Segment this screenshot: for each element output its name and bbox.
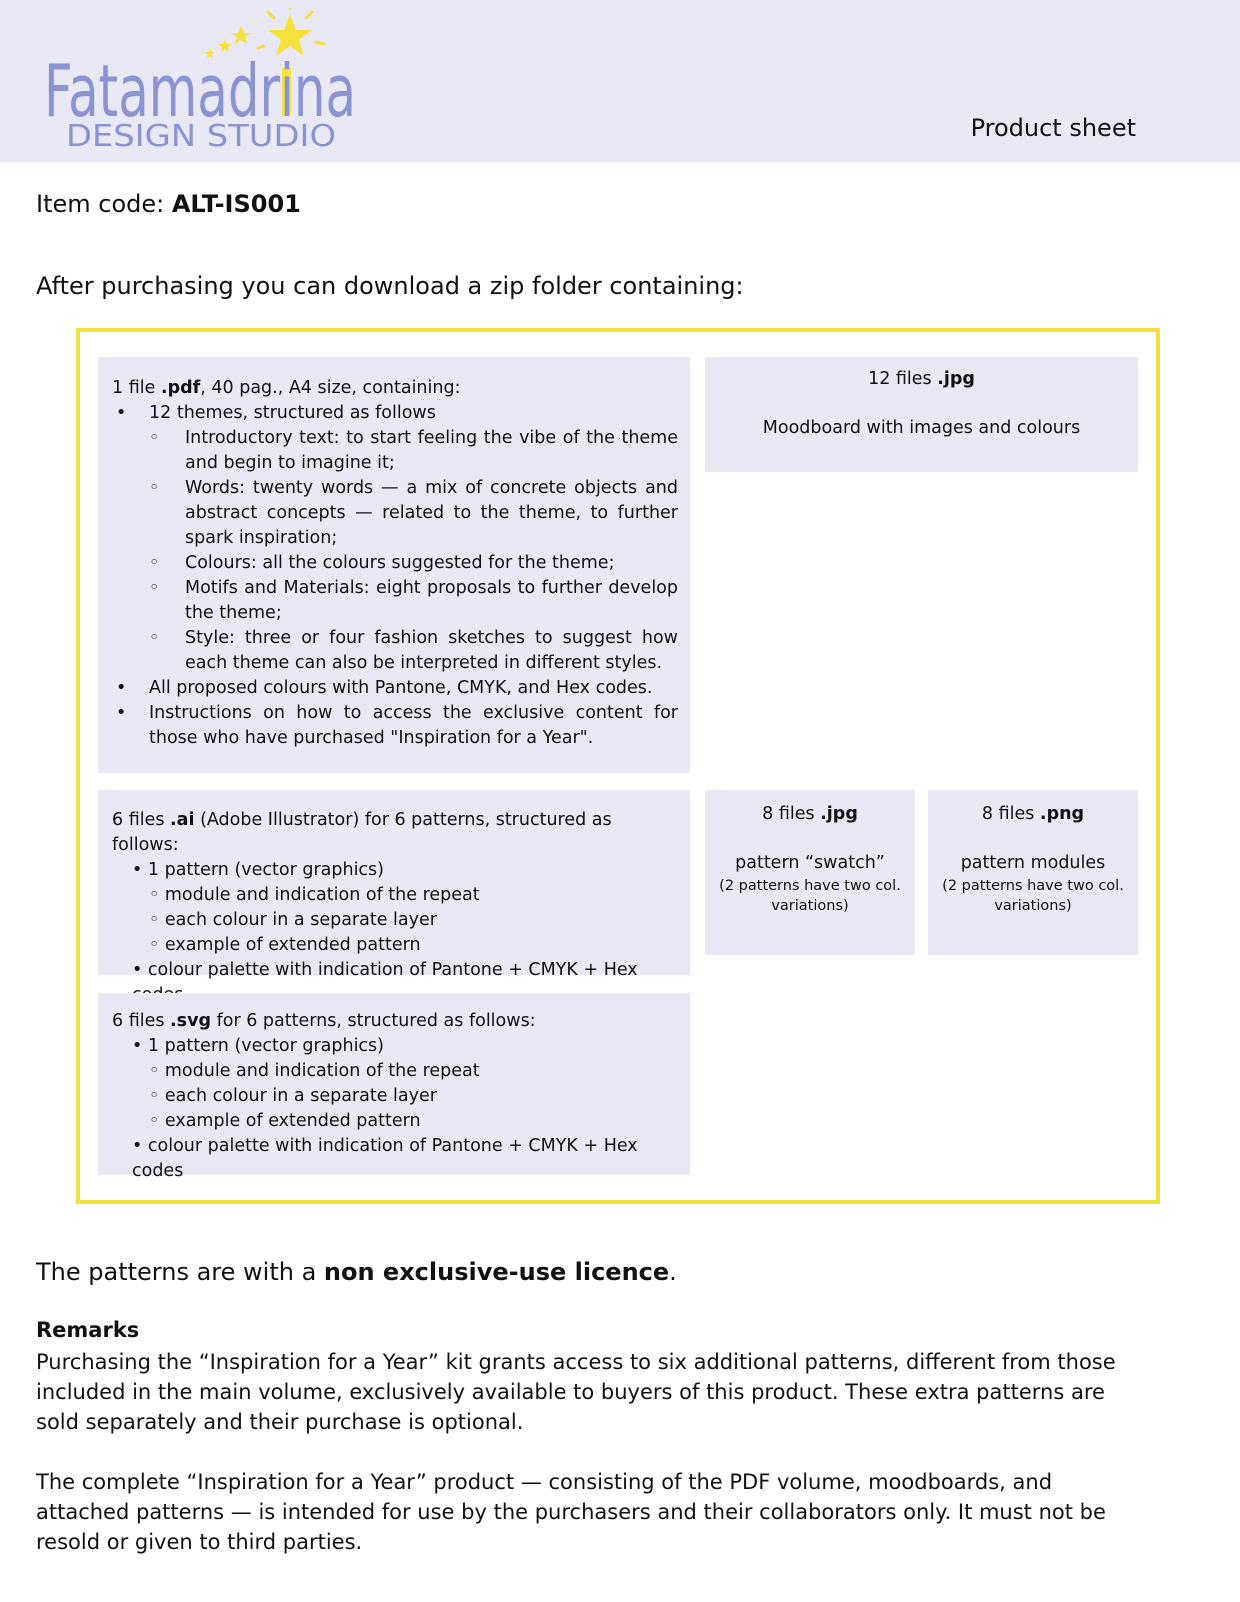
bullet-mark: • — [116, 703, 127, 723]
moodboard-ext: .jpg — [937, 369, 975, 389]
pdf-bullet-instructions — [112, 701, 678, 751]
ai-heading — [112, 808, 678, 858]
pdf-ext: .pdf — [160, 378, 201, 398]
fatamadrina-logo — [44, 8, 374, 158]
svg-post: for 6 patterns, structured as follows: — [211, 1011, 536, 1031]
svg-line-layer: ◦ each colour in a separate layer — [149, 1086, 437, 1106]
licence-post: . — [669, 1258, 677, 1286]
item-code — [36, 190, 301, 218]
bullet-mark: • — [116, 403, 127, 423]
swatch-pre: 8 files — [762, 804, 821, 824]
sub-mark: ◦ — [149, 578, 160, 598]
pdf-bullet-themes — [112, 401, 678, 426]
bullet-text: All proposed colours with Pantone, CMYK, and Hex codes. — [149, 678, 653, 698]
logo-wordmark: Fatamadrina — [44, 49, 356, 133]
svg-ext: .svg — [170, 1011, 212, 1031]
pdf-heading — [112, 376, 678, 401]
pdf-sub-style — [112, 626, 678, 676]
ai-line-example: ◦ example of extended pattern — [149, 935, 421, 955]
svg-line-example: ◦ example of extended pattern — [149, 1111, 421, 1131]
bullet-text: Instructions on how to access the exclusive content for those who have purchased "Inspiration for a Year". — [149, 703, 678, 748]
sub-text: Introductory text: to start feeling the vibe of the theme and begin to imagine it; — [185, 428, 678, 473]
swatch-heading — [705, 802, 915, 827]
sub-text: Style: three or four fashion sketches to suggest how each theme can also be interpreted in different styles. — [185, 628, 678, 673]
item-code-label: Item code: — [36, 190, 172, 218]
bullet-text: 12 themes, structured as follows — [149, 403, 436, 423]
ai-line-palette: • colour palette with indication of Pantone + CMYK + Hex — [132, 960, 638, 980]
licence-bold: non exclusive-use licence — [323, 1258, 670, 1286]
moodboard-pre: 12 files — [868, 369, 938, 389]
modules-png-box — [928, 790, 1138, 955]
modules-pre: 8 files — [981, 804, 1040, 824]
sub-mark: ◦ — [149, 553, 160, 573]
pdf-pre: 1 file — [112, 378, 161, 398]
sub-text: Motifs and Materials: eight proposals to further develop the theme; — [185, 578, 678, 623]
modules-desc: pattern modules — [960, 853, 1106, 873]
moodboard-jpg-box — [705, 357, 1138, 472]
pdf-sub-intro — [112, 426, 678, 476]
licence-pre: The patterns are with a — [36, 1258, 324, 1286]
remarks-title: Remarks — [36, 1318, 140, 1342]
swatch-jpg-box — [705, 790, 915, 955]
sub-text: Colours: all the colours suggested for the theme; — [185, 553, 615, 573]
svg-pre: 6 files — [112, 1011, 171, 1031]
swatch-ext: .jpg — [820, 804, 858, 824]
ai-post: (Adobe Illustrator) for 6 patterns, structured as follows: — [112, 810, 612, 855]
ai-file-box — [98, 790, 690, 980]
ai-line-layer: ◦ each colour in a separate layer — [149, 910, 437, 930]
remarks-paragraph-2: The complete “Inspiration for a Year” product — consisting of the PDF volume, moodboards, and attached patterns — is intended for use by the purchasers and their collaborators only. It must not be resold or given to third parties. — [36, 1470, 1106, 1554]
product-sheet-label: Product sheet — [970, 114, 1136, 142]
ai-pre: 6 files — [112, 810, 171, 830]
pdf-bullet-codes — [112, 676, 678, 701]
sub-mark: ◦ — [149, 628, 160, 648]
ai-line-pattern: • 1 pattern (vector graphics) — [132, 860, 384, 880]
pdf-sub-colours — [112, 551, 678, 576]
modules-note: (2 patterns have two col. variations) — [942, 878, 1124, 914]
pdf-sub-words — [112, 476, 678, 551]
moodboard-heading — [705, 367, 1138, 392]
ai-ext: .ai — [170, 810, 195, 830]
licence-statement — [36, 1258, 677, 1286]
moodboard-desc: Moodboard with images and colours — [762, 418, 1081, 438]
sub-text: Words: twenty words — a mix of concrete objects and abstract concepts — related to the theme, to further spark inspiration; — [185, 478, 678, 548]
modules-heading — [928, 802, 1138, 827]
svg-line-module: ◦ module and indication of the repeat — [149, 1061, 480, 1081]
pdf-sub-motifs — [112, 576, 678, 626]
remarks-paragraph-1: Purchasing the “Inspiration for a Year” kit grants access to six additional patterns, different from those included in the main volume, exclusively available to buyers of this product. These extra patterns are sold separately and their purchase is optional. — [36, 1350, 1116, 1434]
svg-line-pattern: • 1 pattern (vector graphics) — [132, 1036, 384, 1056]
ai-line-module: ◦ module and indication of the repeat — [149, 885, 480, 905]
svg-line-palette: • colour palette with indication of Pantone + CMYK + Hex codes — [132, 1136, 638, 1181]
svg-heading — [112, 1009, 678, 1034]
pdf-post: , 40 pag., A4 size, containing: — [200, 378, 461, 398]
sub-mark: ◦ — [149, 478, 160, 498]
swatch-desc: pattern “swatch” — [735, 853, 885, 873]
header-band — [0, 0, 1240, 162]
bullet-mark: • — [116, 678, 127, 698]
sub-mark: ◦ — [149, 428, 160, 448]
logo-subtitle: DESIGN STUDIO — [66, 119, 336, 154]
modules-ext: .png — [1039, 804, 1085, 824]
item-code-value: ALT-IS001 — [171, 190, 301, 218]
download-intro: After purchasing you can download a zip folder containing: — [36, 272, 744, 300]
remarks-body — [36, 1347, 1131, 1587]
swatch-note: (2 patterns have two col. variations) — [719, 878, 901, 914]
svg-file-box — [98, 993, 690, 1181]
pdf-file-box — [98, 357, 690, 773]
